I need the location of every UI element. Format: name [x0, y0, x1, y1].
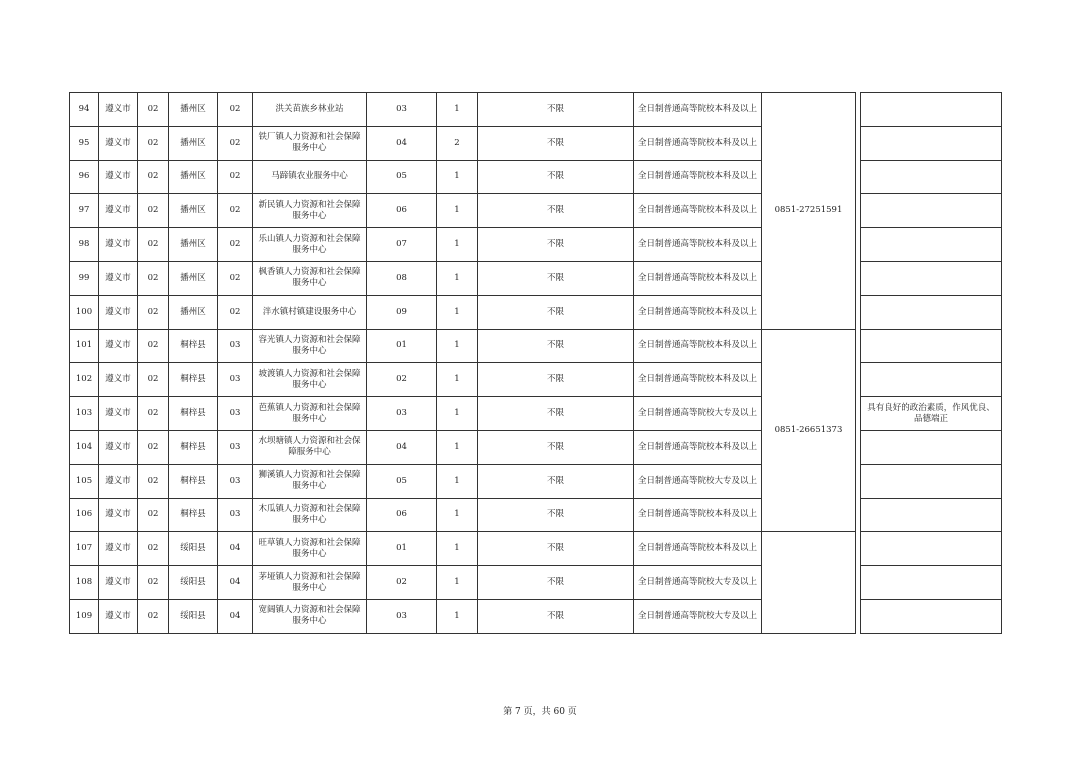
cell-county-code: 03 — [218, 329, 253, 363]
cell-city: 遵义市 — [99, 464, 138, 498]
cell-edu: 全日制普通高等院校本科及以上 — [634, 532, 762, 566]
cell-remark — [861, 363, 1002, 397]
cell-edu: 全日制普通高等院校本科及以上 — [634, 160, 762, 194]
cell-post-code: 02 — [367, 363, 437, 397]
cell-county: 桐梓县 — [169, 397, 218, 431]
cell-city: 遵义市 — [99, 228, 138, 262]
cell-city-code: 02 — [138, 228, 169, 262]
cell-remark — [861, 532, 1002, 566]
cell-county-code: 04 — [218, 566, 253, 600]
cell-no: 107 — [70, 532, 99, 566]
cell-count: 2 — [437, 126, 478, 160]
cell-city-code: 02 — [138, 498, 169, 532]
cell-count: 1 — [437, 93, 478, 127]
cell-county-code: 03 — [218, 363, 253, 397]
cell-city-code: 02 — [138, 261, 169, 295]
cell-major: 不限 — [478, 160, 634, 194]
cell-post-code: 04 — [367, 430, 437, 464]
cell-city-code: 02 — [138, 194, 169, 228]
cell-county-code: 02 — [218, 194, 253, 228]
cell-county: 播州区 — [169, 194, 218, 228]
cell-remark — [861, 498, 1002, 532]
cell-city: 遵义市 — [99, 430, 138, 464]
cell-county-code: 04 — [218, 532, 253, 566]
cell-edu: 全日制普通高等院校本科及以上 — [634, 498, 762, 532]
cell-post-code: 07 — [367, 228, 437, 262]
cell-unit: 木瓜镇人力资源和社会保障服务中心 — [253, 498, 367, 532]
cell-unit: 水坝塘镇人力资源和社会保障服务中心 — [253, 430, 367, 464]
cell-edu: 全日制普通高等院校大专及以上 — [634, 566, 762, 600]
cell-city: 遵义市 — [99, 397, 138, 431]
cell-no: 106 — [70, 498, 99, 532]
cell-edu: 全日制普通高等院校大专及以上 — [634, 397, 762, 431]
cell-unit: 坡渡镇人力资源和社会保障服务中心 — [253, 363, 367, 397]
cell-edu: 全日制普通高等院校本科及以上 — [634, 261, 762, 295]
cell-major: 不限 — [478, 93, 634, 127]
page-footer: 第 7 页，共 60 页 — [503, 707, 577, 717]
cell-unit: 芭蕉镇人力资源和社会保障服务中心 — [253, 397, 367, 431]
cell-contact-phone: 0851-27251591 — [762, 93, 856, 330]
cell-post-code: 01 — [367, 329, 437, 363]
cell-no: 96 — [70, 160, 99, 194]
cell-post-code: 05 — [367, 160, 437, 194]
cell-city-code: 02 — [138, 329, 169, 363]
cell-remark — [861, 295, 1002, 329]
cell-city-code: 02 — [138, 464, 169, 498]
cell-county: 桐梓县 — [169, 498, 218, 532]
cell-post-code: 08 — [367, 261, 437, 295]
cell-county: 绥阳县 — [169, 532, 218, 566]
cell-count: 1 — [437, 532, 478, 566]
cell-county: 桐梓县 — [169, 464, 218, 498]
cell-city: 遵义市 — [99, 126, 138, 160]
cell-remark — [861, 464, 1002, 498]
cell-remark — [861, 599, 1002, 633]
cell-county-code: 03 — [218, 430, 253, 464]
cell-city: 遵义市 — [99, 329, 138, 363]
cell-unit: 洪关苗族乡林业站 — [253, 93, 367, 127]
cell-count: 1 — [437, 464, 478, 498]
cell-major: 不限 — [478, 464, 634, 498]
cell-county: 播州区 — [169, 93, 218, 127]
cell-post-code: 05 — [367, 464, 437, 498]
cell-city-code: 02 — [138, 160, 169, 194]
table-row — [70, 532, 1002, 566]
cell-no: 104 — [70, 430, 99, 464]
table-row — [70, 228, 1002, 262]
cell-major: 不限 — [478, 532, 634, 566]
cell-city-code: 02 — [138, 93, 169, 127]
cell-county-code: 02 — [218, 160, 253, 194]
cell-county: 播州区 — [169, 126, 218, 160]
cell-county: 桐梓县 — [169, 430, 218, 464]
cell-county-code: 03 — [218, 498, 253, 532]
cell-edu: 全日制普通高等院校本科及以上 — [634, 126, 762, 160]
cell-post-code: 02 — [367, 566, 437, 600]
cell-count: 1 — [437, 566, 478, 600]
cell-count: 1 — [437, 194, 478, 228]
cell-count: 1 — [437, 430, 478, 464]
cell-count: 1 — [437, 295, 478, 329]
cell-major: 不限 — [478, 228, 634, 262]
table-row — [70, 295, 1002, 329]
cell-city-code: 02 — [138, 532, 169, 566]
cell-edu: 全日制普通高等院校大专及以上 — [634, 599, 762, 633]
cell-major: 不限 — [478, 329, 634, 363]
cell-city-code: 02 — [138, 126, 169, 160]
cell-city-code: 02 — [138, 363, 169, 397]
cell-county-code: 02 — [218, 261, 253, 295]
cell-no: 105 — [70, 464, 99, 498]
table-row — [70, 160, 1002, 194]
cell-unit: 马蹄镇农业服务中心 — [253, 160, 367, 194]
table-row — [70, 126, 1002, 160]
cell-major: 不限 — [478, 126, 634, 160]
cell-city: 遵义市 — [99, 498, 138, 532]
cell-major: 不限 — [478, 261, 634, 295]
cell-post-code: 01 — [367, 532, 437, 566]
cell-no: 103 — [70, 397, 99, 431]
cell-remark — [861, 160, 1002, 194]
cell-remark: 具有良好的政治素质，作风优良、品德端正 — [861, 397, 1002, 431]
cell-city: 遵义市 — [99, 363, 138, 397]
cell-remark — [861, 261, 1002, 295]
cell-city-code: 02 — [138, 430, 169, 464]
cell-edu: 全日制普通高等院校本科及以上 — [634, 93, 762, 127]
cell-contact-phone: 0851-26651373 — [762, 329, 856, 532]
table-row — [70, 329, 1002, 363]
cell-edu: 全日制普通高等院校本科及以上 — [634, 329, 762, 363]
cell-city: 遵义市 — [99, 160, 138, 194]
cell-county-code: 04 — [218, 599, 253, 633]
cell-no: 100 — [70, 295, 99, 329]
cell-no: 95 — [70, 126, 99, 160]
cell-major: 不限 — [478, 194, 634, 228]
cell-edu: 全日制普通高等院校本科及以上 — [634, 228, 762, 262]
cell-county: 播州区 — [169, 261, 218, 295]
table-row — [70, 464, 1002, 498]
cell-county: 绥阳县 — [169, 599, 218, 633]
cell-no: 98 — [70, 228, 99, 262]
cell-remark — [861, 228, 1002, 262]
cell-county-code: 02 — [218, 228, 253, 262]
cell-no: 102 — [70, 363, 99, 397]
cell-count: 1 — [437, 498, 478, 532]
cell-city: 遵义市 — [99, 194, 138, 228]
cell-post-code: 06 — [367, 498, 437, 532]
cell-city: 遵义市 — [99, 93, 138, 127]
cell-edu: 全日制普通高等院校大专及以上 — [634, 464, 762, 498]
table-row — [70, 599, 1002, 633]
cell-unit: 旺草镇人力资源和社会保障服务中心 — [253, 532, 367, 566]
cell-county: 播州区 — [169, 228, 218, 262]
cell-no: 97 — [70, 194, 99, 228]
cell-post-code: 04 — [367, 126, 437, 160]
cell-remark — [861, 126, 1002, 160]
cell-city-code: 02 — [138, 397, 169, 431]
cell-contact-phone — [762, 532, 856, 633]
table-row — [70, 363, 1002, 397]
cell-no: 94 — [70, 93, 99, 127]
cell-unit: 泮水镇村镇建设服务中心 — [253, 295, 367, 329]
table-row — [70, 93, 1002, 127]
cell-city: 遵义市 — [99, 599, 138, 633]
cell-count: 1 — [437, 261, 478, 295]
cell-edu: 全日制普通高等院校本科及以上 — [634, 295, 762, 329]
cell-count: 1 — [437, 329, 478, 363]
cell-count: 1 — [437, 363, 478, 397]
cell-unit: 铁厂镇人力资源和社会保障服务中心 — [253, 126, 367, 160]
cell-remark — [861, 93, 1002, 127]
cell-county-code: 02 — [218, 93, 253, 127]
cell-major: 不限 — [478, 498, 634, 532]
cell-remark — [861, 566, 1002, 600]
cell-unit: 乐山镇人力资源和社会保障服务中心 — [253, 228, 367, 262]
cell-count: 1 — [437, 228, 478, 262]
cell-county: 桐梓县 — [169, 363, 218, 397]
cell-post-code: 03 — [367, 93, 437, 127]
cell-county: 绥阳县 — [169, 566, 218, 600]
table-row — [70, 397, 1002, 431]
table-row — [70, 194, 1002, 228]
cell-count: 1 — [437, 160, 478, 194]
cell-county: 播州区 — [169, 295, 218, 329]
table-row — [70, 261, 1002, 295]
cell-count: 1 — [437, 397, 478, 431]
cell-county-code: 03 — [218, 397, 253, 431]
cell-city: 遵义市 — [99, 295, 138, 329]
table-row — [70, 566, 1002, 600]
cell-major: 不限 — [478, 295, 634, 329]
cell-city-code: 02 — [138, 295, 169, 329]
cell-unit: 枫香镇人力资源和社会保障服务中心 — [253, 261, 367, 295]
cell-remark — [861, 430, 1002, 464]
cell-city-code: 02 — [138, 566, 169, 600]
cell-post-code: 09 — [367, 295, 437, 329]
cell-edu: 全日制普通高等院校本科及以上 — [634, 430, 762, 464]
cell-major: 不限 — [478, 566, 634, 600]
cell-edu: 全日制普通高等院校本科及以上 — [634, 363, 762, 397]
cell-edu: 全日制普通高等院校本科及以上 — [634, 194, 762, 228]
cell-no: 99 — [70, 261, 99, 295]
cell-post-code: 03 — [367, 397, 437, 431]
cell-county: 播州区 — [169, 160, 218, 194]
cell-post-code: 06 — [367, 194, 437, 228]
cell-city-code: 02 — [138, 599, 169, 633]
cell-post-code: 03 — [367, 599, 437, 633]
cell-major: 不限 — [478, 397, 634, 431]
table-row — [70, 498, 1002, 532]
recruitment-table — [69, 92, 1002, 634]
cell-remark — [861, 329, 1002, 363]
cell-city: 遵义市 — [99, 261, 138, 295]
cell-county-code: 02 — [218, 126, 253, 160]
cell-unit: 宽阔镇人力资源和社会保障服务中心 — [253, 599, 367, 633]
cell-major: 不限 — [478, 430, 634, 464]
cell-unit: 狮溪镇人力资源和社会保障服务中心 — [253, 464, 367, 498]
cell-major: 不限 — [478, 363, 634, 397]
cell-county-code: 02 — [218, 295, 253, 329]
cell-remark — [861, 194, 1002, 228]
cell-unit: 新民镇人力资源和社会保障服务中心 — [253, 194, 367, 228]
cell-county-code: 03 — [218, 464, 253, 498]
cell-city: 遵义市 — [99, 566, 138, 600]
cell-unit: 容光镇人力资源和社会保障服务中心 — [253, 329, 367, 363]
cell-major: 不限 — [478, 599, 634, 633]
table-row — [70, 430, 1002, 464]
cell-city: 遵义市 — [99, 532, 138, 566]
cell-unit: 茅垭镇人力资源和社会保障服务中心 — [253, 566, 367, 600]
cell-count: 1 — [437, 599, 478, 633]
cell-no: 108 — [70, 566, 99, 600]
cell-no: 101 — [70, 329, 99, 363]
cell-no: 109 — [70, 599, 99, 633]
cell-county: 桐梓县 — [169, 329, 218, 363]
